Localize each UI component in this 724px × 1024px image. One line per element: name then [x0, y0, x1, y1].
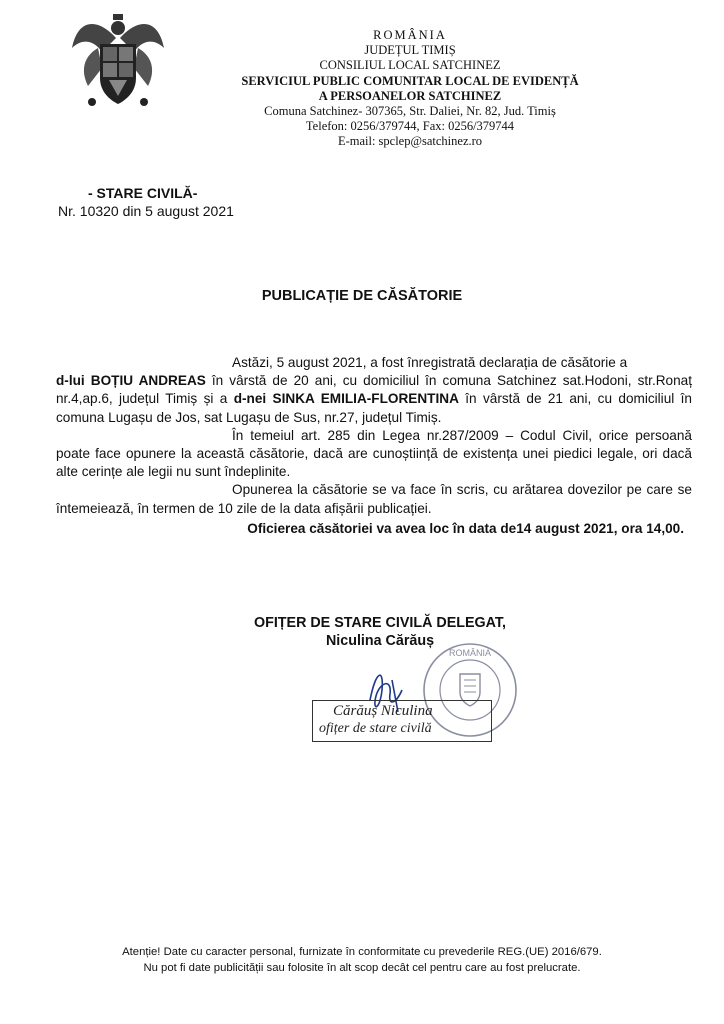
officer-name: Niculina Cărăuș: [325, 633, 435, 649]
privacy-footer: [40, 944, 684, 976]
groom-details: în vârstă de 20 ani, cu domiciliul în comuna Satchinez sat.Hodoni, str.Ronaț nr.4,ap.6, județul Timiș și a: [56, 373, 692, 407]
opposition-paragraph: Opunerea la căsătorie se va face în scris, cu arătarea dovezilor pe care se întemeiează, în termen de 10 zile de la data afișării publicației.: [56, 482, 692, 516]
footer-line2: Nu pot fi date publicității sau folosite în alt scop decât cel pentru care au fost prelucrate.: [143, 962, 581, 974]
page-title: PUBLICAȚIE DE CĂSĂTORIE: [261, 288, 463, 304]
officer-role: OFIȚER DE STARE CIVILĂ DELEGAT,: [253, 615, 507, 631]
name-stamp-line1: Cărăuș Niculina: [333, 703, 433, 719]
groom-name: d-lui BOȚIU ANDREAS: [56, 373, 206, 389]
registry-number: Nr. 10320 din 5 august 2021: [58, 203, 234, 219]
header-county: JUDEȚUL TIMIȘ: [364, 43, 456, 58]
header-phone: Telefon: 0256/379744, Fax: 0256/379744: [305, 119, 515, 134]
name-stamp-line2: ofițer de stare civilă: [319, 721, 432, 736]
header-council: CONSILIUL LOCAL SATCHINEZ: [319, 58, 501, 73]
name-stamp: [312, 700, 492, 742]
institution-header: [220, 28, 600, 150]
footer-line1: Atenție! Date cu caracter personal, furnizate în conformitate cu prevederile REG.(UE) 2016/679.: [122, 946, 602, 958]
bride-name: d-nei SINKA EMILIA-FLORENTINA: [233, 391, 459, 407]
header-email: E-mail: spclep@satchinez.ro: [337, 134, 483, 149]
registry-block: [58, 184, 234, 220]
legal-paragraph: În temeiul art. 285 din Legea nr.287/2009 – Codul Civil, orice persoană poate face opunere la această căsătorie, dacă are cunoștiință de existența unei piedici legale, ori dacă alte cerințe ale legii nu sunt îndeplinite.: [56, 427, 692, 480]
intro-text: Astăzi, 5 august 2021, a fost înregistrată declarația de căsătorie a: [232, 355, 628, 370]
header-service-line2: A PERSOANELOR SATCHINEZ: [318, 88, 502, 103]
header-address: Comuna Satchinez- 307365, Str. Daliei, Nr. 82, Jud. Timiș: [264, 104, 556, 119]
coat-of-arms-icon: [68, 8, 168, 118]
header-service-line1: SERVICIUL PUBLIC COMUNITAR LOCAL DE EVIDENȚĂ: [241, 73, 579, 88]
document-body: [56, 354, 692, 538]
seal-text: ROMÂNIA: [448, 648, 492, 658]
bride-details: în vârstă de 21 ani, cu domiciliul în comuna Lugașu de Jos, sat Lugașu de Sus, nr.27, județul Timiș.: [56, 391, 692, 425]
header-country: ROMÂNIA: [373, 28, 447, 42]
registry-department: - STARE CIVILĂ-: [88, 185, 198, 201]
ceremony-paragraph: Oficierea căsătoriei va avea loc în data de14 august 2021, ora 14,00.: [247, 520, 684, 536]
intro-paragraph: [56, 354, 692, 427]
